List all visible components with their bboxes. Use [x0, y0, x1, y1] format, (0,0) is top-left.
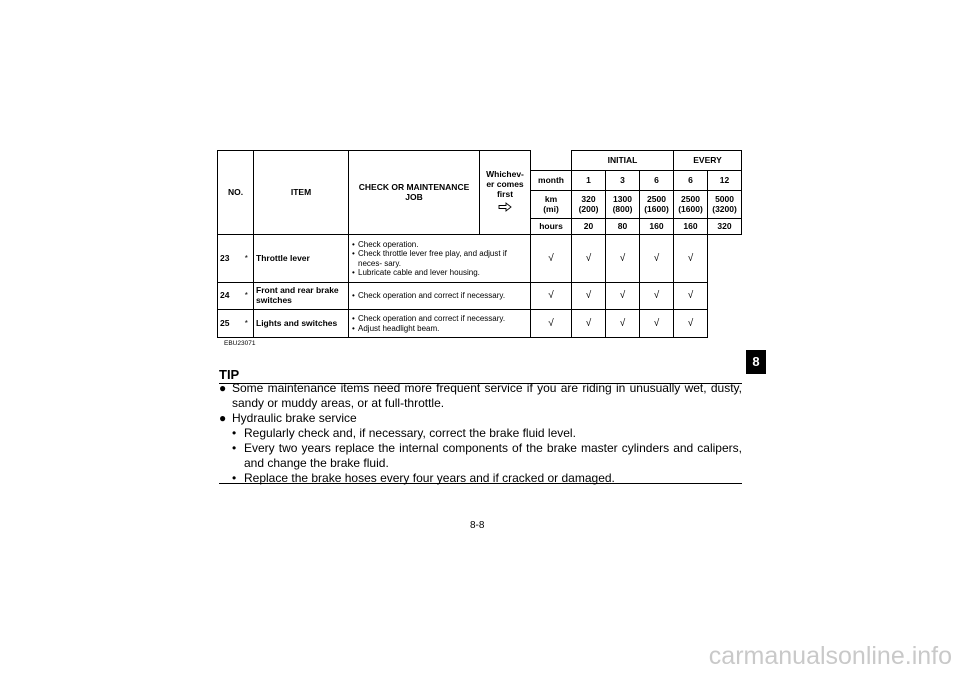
check-mark: √: [674, 310, 708, 338]
header-no: NO.: [218, 151, 254, 235]
mi-value: (3200): [712, 203, 737, 214]
whichever-line2: er comes: [486, 179, 524, 190]
month-cell: 6: [640, 171, 674, 191]
mi-value: (200): [578, 203, 599, 214]
tip-text: Every two years replace the internal components of the brake master cylinders and calipers, and change the brake fluid.: [244, 441, 742, 470]
hours-cell: 80: [606, 219, 640, 235]
mi-value: (1600): [678, 203, 703, 214]
mi-value: (800): [612, 203, 633, 214]
km-value: 2500: [647, 193, 666, 204]
mi-value: (1600): [644, 203, 669, 214]
row-number: 23: [218, 235, 240, 283]
check-mark: √: [531, 283, 572, 310]
check-mark: √: [531, 310, 572, 338]
tip-text: Regularly check and, if necessary, correct the brake fluid level.: [244, 426, 576, 440]
hours-label: hours: [531, 219, 572, 235]
check-mark: √: [572, 283, 606, 310]
tip-text: Some maintenance items need more frequent service if you are riding in unusually wet, dusty, sandy or muddy areas, or at full-throttle.: [232, 381, 742, 410]
check-mark: √: [606, 235, 640, 283]
whichever-line3: first: [496, 189, 514, 199]
job-line: • Check operation.: [351, 240, 528, 249]
km-cell: [708, 191, 742, 219]
row-item: Front and rear brake switches: [254, 283, 349, 310]
row-number: 25: [218, 310, 240, 338]
tip-subitem: [219, 426, 742, 441]
hours-cell: 320: [708, 219, 742, 235]
header-item: ITEM: [254, 151, 349, 235]
row-item: Throttle lever: [254, 235, 349, 283]
row-item: Lights and switches: [254, 310, 349, 338]
bullet-icon: •: [232, 441, 237, 455]
asterisk-mark: *: [240, 310, 254, 338]
km-label-line2: (mi): [543, 203, 559, 214]
filled-circle-bullet-icon: ●: [219, 381, 227, 395]
check-mark: √: [606, 310, 640, 338]
check-mark: √: [640, 235, 674, 283]
hours-cell: 20: [572, 219, 606, 235]
check-mark: √: [531, 235, 572, 283]
check-mark: √: [572, 235, 606, 283]
month-cell: 6: [674, 171, 708, 191]
km-cell: [640, 191, 674, 219]
arrow-right-icon: [482, 202, 528, 215]
header-every: EVERY: [674, 151, 742, 171]
row-job: [349, 235, 531, 283]
whichever-line1: Whichev-: [486, 169, 524, 180]
km-value: 320: [581, 193, 596, 204]
table-row: [218, 283, 742, 310]
filled-circle-bullet-icon: ●: [219, 411, 227, 425]
document-code: EBU23071: [224, 340, 256, 347]
tip-item: [219, 411, 742, 426]
chapter-tab: 8: [746, 350, 766, 374]
tip-subitem: [219, 441, 742, 471]
check-mark: √: [640, 283, 674, 310]
km-cell: [674, 191, 708, 219]
tip-label: TIP: [219, 367, 240, 382]
asterisk-mark: *: [240, 235, 254, 283]
check-mark: √: [674, 235, 708, 283]
row-job: [349, 283, 531, 310]
km-label-line1: km: [544, 193, 558, 204]
maintenance-table: [217, 150, 742, 338]
km-cell: [606, 191, 640, 219]
job-line: • Check operation and correct if necessary.: [351, 291, 528, 300]
table-row: [218, 235, 742, 283]
table-row: [218, 310, 742, 338]
bullet-icon: •: [232, 471, 237, 485]
header-initial: INITIAL: [572, 151, 674, 171]
check-mark: √: [572, 310, 606, 338]
hours-cell: 160: [640, 219, 674, 235]
tip-item: [219, 381, 742, 411]
tip-end-rule: [219, 483, 742, 484]
check-mark: √: [640, 310, 674, 338]
job-line: • Lubricate cable and lever housing.: [351, 268, 528, 277]
km-value: 1300: [613, 193, 632, 204]
km-cell: [572, 191, 606, 219]
row-number: 24: [218, 283, 240, 310]
month-cell: 12: [708, 171, 742, 191]
tip-body: [219, 381, 742, 486]
month-cell: 1: [572, 171, 606, 191]
km-value: 2500: [681, 193, 700, 204]
bullet-icon: •: [232, 426, 237, 440]
tip-text: Replace the brake hoses every four years and if cracked or damaged.: [244, 471, 615, 485]
km-label: [531, 191, 572, 219]
row-job: [349, 310, 531, 338]
month-label: month: [531, 171, 572, 191]
month-cell: 3: [606, 171, 640, 191]
header-whichever-comes-first: [480, 151, 531, 235]
check-mark: √: [674, 283, 708, 310]
asterisk-mark: *: [240, 283, 254, 310]
check-mark: √: [606, 283, 640, 310]
km-value: 5000: [715, 193, 734, 204]
page-number: 8-8: [470, 520, 485, 531]
job-line: • Check throttle lever free play, and adjust if neces- sary.: [351, 249, 528, 267]
job-line: • Check operation and correct if necessary.: [351, 314, 528, 323]
job-line: • Adjust headlight beam.: [351, 324, 528, 333]
header-job: CHECK OR MAINTENANCE JOB: [349, 151, 480, 235]
tip-text: Hydraulic brake service: [232, 411, 357, 425]
watermark: carmanualsonline.info: [708, 642, 952, 670]
hours-cell: 160: [674, 219, 708, 235]
